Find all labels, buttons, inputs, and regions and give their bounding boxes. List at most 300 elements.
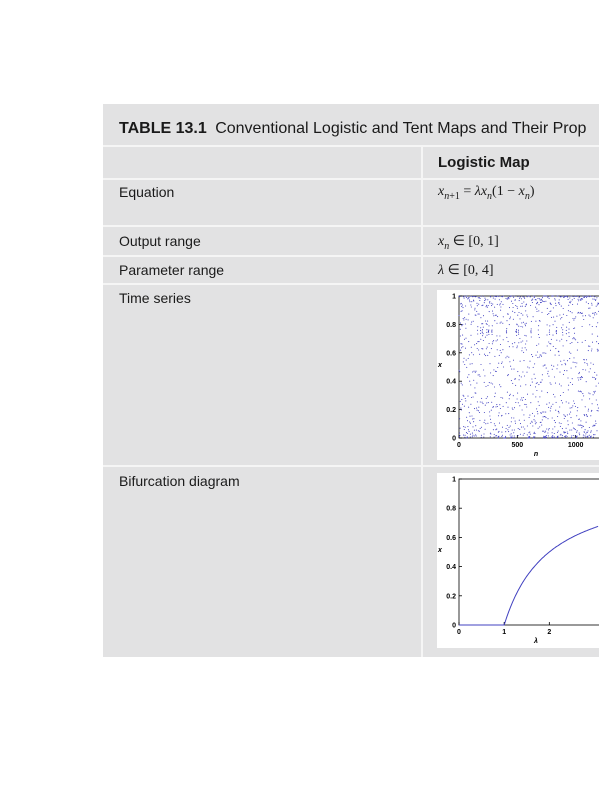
data-point xyxy=(485,320,486,321)
data-point xyxy=(496,335,497,336)
data-point xyxy=(555,410,556,411)
data-point xyxy=(576,415,577,416)
data-point xyxy=(503,339,504,340)
data-point xyxy=(508,427,509,428)
data-point xyxy=(505,437,506,438)
data-point xyxy=(505,431,506,432)
data-point xyxy=(566,370,567,371)
data-point xyxy=(494,356,495,357)
data-point xyxy=(592,298,593,299)
data-point xyxy=(506,337,507,338)
data-point xyxy=(568,299,569,300)
data-point xyxy=(589,296,590,297)
data-point xyxy=(476,343,477,344)
data-point xyxy=(585,340,586,341)
data-point xyxy=(526,340,527,341)
data-point xyxy=(481,437,482,438)
data-point xyxy=(475,371,476,372)
data-point xyxy=(593,391,594,392)
data-point xyxy=(481,296,482,297)
data-point xyxy=(513,297,514,298)
data-point xyxy=(530,423,531,424)
data-point xyxy=(596,386,597,387)
data-point xyxy=(481,427,482,428)
data-point xyxy=(553,346,554,347)
data-point xyxy=(582,326,583,327)
data-point xyxy=(593,434,594,435)
data-point xyxy=(589,346,590,347)
data-point xyxy=(544,432,545,433)
data-point xyxy=(500,344,501,345)
data-point xyxy=(555,383,556,384)
data-point xyxy=(548,435,549,436)
data-point xyxy=(529,417,530,418)
data-point xyxy=(560,434,561,435)
data-point xyxy=(460,323,461,324)
data-point xyxy=(549,334,550,335)
data-point xyxy=(556,333,557,334)
data-point xyxy=(530,330,531,331)
data-point xyxy=(508,341,509,342)
data-point xyxy=(532,413,533,414)
data-point xyxy=(462,324,463,325)
data-point xyxy=(587,437,588,438)
data-point xyxy=(561,317,562,318)
data-point xyxy=(536,311,537,312)
data-point xyxy=(514,407,515,408)
data-point xyxy=(460,401,461,402)
data-point xyxy=(527,425,528,426)
data-point xyxy=(595,312,596,313)
data-point xyxy=(526,404,527,405)
data-point xyxy=(542,374,543,375)
data-point xyxy=(480,364,481,365)
divider xyxy=(103,178,599,180)
data-point xyxy=(501,436,502,437)
data-point xyxy=(473,354,474,355)
data-point xyxy=(470,404,471,405)
data-point xyxy=(500,303,501,304)
data-point xyxy=(499,423,500,424)
data-point xyxy=(573,337,574,338)
data-point xyxy=(494,307,495,308)
data-point xyxy=(542,300,543,301)
data-point xyxy=(545,437,546,438)
data-point xyxy=(482,330,483,331)
data-point xyxy=(589,308,590,309)
data-point xyxy=(552,417,553,418)
data-point xyxy=(532,382,533,383)
data-point xyxy=(482,329,483,330)
data-point xyxy=(485,386,486,387)
y-tick-label: 0 xyxy=(452,622,456,630)
data-point xyxy=(585,315,586,316)
data-point xyxy=(557,436,558,437)
data-point xyxy=(577,342,578,343)
data-point xyxy=(592,334,593,335)
data-point xyxy=(490,436,491,437)
data-point xyxy=(541,312,542,313)
data-point xyxy=(542,297,543,298)
data-point xyxy=(517,435,518,436)
data-point xyxy=(501,432,502,433)
data-point xyxy=(473,396,474,397)
data-point xyxy=(535,321,536,322)
table-number: TABLE 13.1 xyxy=(119,120,207,137)
data-point xyxy=(575,339,576,340)
data-point xyxy=(507,392,508,393)
data-point xyxy=(563,431,564,432)
data-point xyxy=(573,320,574,321)
data-point xyxy=(498,363,499,364)
data-point xyxy=(568,385,569,386)
row-label-equation: Equation xyxy=(119,184,175,200)
data-point xyxy=(573,362,574,363)
data-point xyxy=(496,371,497,372)
data-point xyxy=(464,317,465,318)
data-point xyxy=(488,305,489,306)
data-point xyxy=(520,386,521,387)
data-point xyxy=(575,406,576,407)
data-point xyxy=(563,308,564,309)
data-point xyxy=(474,309,475,310)
data-point xyxy=(588,346,589,347)
data-point xyxy=(527,366,528,367)
data-point xyxy=(588,315,589,316)
data-point xyxy=(525,384,526,385)
data-point xyxy=(498,431,499,432)
data-point xyxy=(580,391,581,392)
data-point xyxy=(516,306,517,307)
data-point xyxy=(463,435,464,436)
data-point xyxy=(514,435,515,436)
data-point xyxy=(479,297,480,298)
data-point xyxy=(483,327,484,328)
data-point xyxy=(571,368,572,369)
data-point xyxy=(484,420,485,421)
data-point xyxy=(542,419,543,420)
data-point xyxy=(587,416,588,417)
data-point xyxy=(534,297,535,298)
data-point xyxy=(531,332,532,333)
data-point xyxy=(471,397,472,398)
data-point xyxy=(589,427,590,428)
data-point xyxy=(562,324,563,325)
data-point xyxy=(543,365,544,366)
data-point xyxy=(526,349,527,350)
data-point xyxy=(582,342,583,343)
data-point xyxy=(591,296,592,297)
data-point xyxy=(516,332,517,333)
data-point xyxy=(590,432,591,433)
data-point xyxy=(554,396,555,397)
data-point xyxy=(529,295,530,296)
data-point xyxy=(530,296,531,297)
data-point xyxy=(518,402,519,403)
data-point xyxy=(556,402,557,403)
data-point xyxy=(537,302,538,303)
data-point xyxy=(541,391,542,392)
data-point xyxy=(508,357,509,358)
data-point xyxy=(588,409,589,410)
data-point xyxy=(522,306,523,307)
data-point xyxy=(535,396,536,397)
data-point xyxy=(481,398,482,399)
data-point xyxy=(466,432,467,433)
data-point xyxy=(577,304,578,305)
data-point xyxy=(559,372,560,373)
data-point xyxy=(568,329,569,330)
data-point xyxy=(509,398,510,399)
data-point xyxy=(548,371,549,372)
data-point xyxy=(498,415,499,416)
data-point xyxy=(595,378,596,379)
data-point xyxy=(566,327,567,328)
data-point xyxy=(554,376,555,377)
data-point xyxy=(584,435,585,436)
data-point xyxy=(567,431,568,432)
data-point xyxy=(563,392,564,393)
data-point xyxy=(482,305,483,306)
data-point xyxy=(510,426,511,427)
data-point xyxy=(521,397,522,398)
data-point xyxy=(557,416,558,417)
data-point xyxy=(570,302,571,303)
data-point xyxy=(588,410,589,411)
data-point xyxy=(496,340,497,341)
data-point xyxy=(584,415,585,416)
data-point xyxy=(522,400,523,401)
data-point xyxy=(562,428,563,429)
y-tick-label: 0.2 xyxy=(446,593,456,601)
data-point xyxy=(473,418,474,419)
data-point xyxy=(459,370,460,371)
data-point xyxy=(485,299,486,300)
data-point xyxy=(549,330,550,331)
data-point xyxy=(556,331,557,332)
data-point xyxy=(511,433,512,434)
plot-frame xyxy=(459,479,599,625)
data-point xyxy=(486,329,487,330)
data-point xyxy=(500,397,501,398)
data-point xyxy=(472,296,473,297)
data-point xyxy=(547,432,548,433)
data-point xyxy=(507,299,508,300)
data-point xyxy=(547,392,548,393)
data-point xyxy=(536,309,537,310)
data-point xyxy=(472,435,473,436)
data-point xyxy=(494,396,495,397)
data-point xyxy=(524,404,525,405)
data-point xyxy=(594,314,595,315)
y-tick-label: 1 xyxy=(452,293,456,301)
data-point xyxy=(486,398,487,399)
data-point xyxy=(546,435,547,436)
data-point xyxy=(510,317,511,318)
data-point xyxy=(556,327,557,328)
data-point xyxy=(569,297,570,298)
data-point xyxy=(546,437,547,438)
data-point xyxy=(502,296,503,297)
data-point xyxy=(495,406,496,407)
data-point xyxy=(532,299,533,300)
data-point xyxy=(581,391,582,392)
data-point xyxy=(576,432,577,433)
data-point xyxy=(464,296,465,297)
data-point xyxy=(555,303,556,304)
data-point xyxy=(588,308,589,309)
data-point xyxy=(486,332,487,333)
data-point xyxy=(459,432,460,433)
data-point xyxy=(568,305,569,306)
data-point xyxy=(482,348,483,349)
data-point xyxy=(502,435,503,436)
data-point xyxy=(538,304,539,305)
data-point xyxy=(477,348,478,349)
data-point xyxy=(569,302,570,303)
data-point xyxy=(531,354,532,355)
data-point xyxy=(465,323,466,324)
data-point xyxy=(542,352,543,353)
data-point xyxy=(490,372,491,373)
data-point xyxy=(501,301,502,302)
data-point xyxy=(535,421,536,422)
data-point xyxy=(493,375,494,376)
data-point xyxy=(494,434,495,435)
data-point xyxy=(492,334,493,335)
data-point xyxy=(515,378,516,379)
data-point xyxy=(478,430,479,431)
data-point xyxy=(483,315,484,316)
data-point xyxy=(548,376,549,377)
data-point xyxy=(594,372,595,373)
data-point xyxy=(466,297,467,298)
data-point xyxy=(560,318,561,319)
data-point xyxy=(512,346,513,347)
data-point xyxy=(576,362,577,363)
data-point xyxy=(493,313,494,314)
data-point xyxy=(508,374,509,375)
data-point xyxy=(534,433,535,434)
table-title xyxy=(119,120,586,138)
data-point xyxy=(538,329,539,330)
data-point xyxy=(565,435,566,436)
data-point xyxy=(482,332,483,333)
data-point xyxy=(562,334,563,335)
data-point xyxy=(572,422,573,423)
data-point xyxy=(559,340,560,341)
data-point xyxy=(587,364,588,365)
data-point xyxy=(511,296,512,297)
data-point xyxy=(594,377,595,378)
data-point xyxy=(583,319,584,320)
data-point xyxy=(499,299,500,300)
data-point xyxy=(507,407,508,408)
data-point xyxy=(568,389,569,390)
data-point xyxy=(487,324,488,325)
data-point xyxy=(583,296,584,297)
data-point xyxy=(482,403,483,404)
data-point xyxy=(519,298,520,299)
data-point xyxy=(526,314,527,315)
data-point xyxy=(574,327,575,328)
data-point xyxy=(469,381,470,382)
data-point xyxy=(521,376,522,377)
data-point xyxy=(468,297,469,298)
data-point xyxy=(479,300,480,301)
data-point xyxy=(596,341,597,342)
data-point xyxy=(470,434,471,435)
data-point xyxy=(591,348,592,349)
data-point xyxy=(543,431,544,432)
data-point xyxy=(463,426,464,427)
data-point xyxy=(556,330,557,331)
cell-output-range: $x_n$ ∈ [0, 1] xyxy=(438,234,499,252)
data-point xyxy=(596,399,597,400)
data-point xyxy=(487,347,488,348)
time-series-chart xyxy=(437,290,599,460)
time-series-plot xyxy=(437,290,599,460)
data-point xyxy=(524,298,525,299)
data-point xyxy=(546,368,547,369)
data-point xyxy=(551,406,552,407)
x-axis-label: n xyxy=(533,451,539,458)
x-axis-label: λ xyxy=(534,638,538,645)
row-label-bifurcation-diagram: Bifurcation diagram xyxy=(119,473,240,489)
data-point xyxy=(480,339,481,340)
data-point xyxy=(492,325,493,326)
data-point xyxy=(568,424,569,425)
data-point xyxy=(525,310,526,311)
data-point xyxy=(489,415,490,416)
data-point xyxy=(520,306,521,307)
data-point xyxy=(509,346,510,347)
data-point xyxy=(529,415,530,416)
data-point xyxy=(589,371,590,372)
data-point xyxy=(546,295,547,296)
data-point xyxy=(469,412,470,413)
data-point xyxy=(583,426,584,427)
data-point xyxy=(571,429,572,430)
data-point xyxy=(476,383,477,384)
data-point xyxy=(590,368,591,369)
data-point xyxy=(512,383,513,384)
data-point xyxy=(472,436,473,437)
data-point xyxy=(595,299,596,300)
data-point xyxy=(586,414,587,415)
data-point xyxy=(535,378,536,379)
data-point xyxy=(482,323,483,324)
data-point xyxy=(559,355,560,356)
data-point xyxy=(467,420,468,421)
data-point xyxy=(522,347,523,348)
data-point xyxy=(551,365,552,366)
data-point xyxy=(512,303,513,304)
y-tick-label: 0.6 xyxy=(446,350,456,358)
data-point xyxy=(543,295,544,296)
data-point xyxy=(523,301,524,302)
data-point xyxy=(563,314,564,315)
data-point xyxy=(483,436,484,437)
data-point xyxy=(524,324,525,325)
data-point xyxy=(484,375,485,376)
data-point xyxy=(493,369,494,370)
data-point xyxy=(535,307,536,308)
data-point xyxy=(535,355,536,356)
data-point xyxy=(465,435,466,436)
data-point xyxy=(569,322,570,323)
data-point xyxy=(513,360,514,361)
